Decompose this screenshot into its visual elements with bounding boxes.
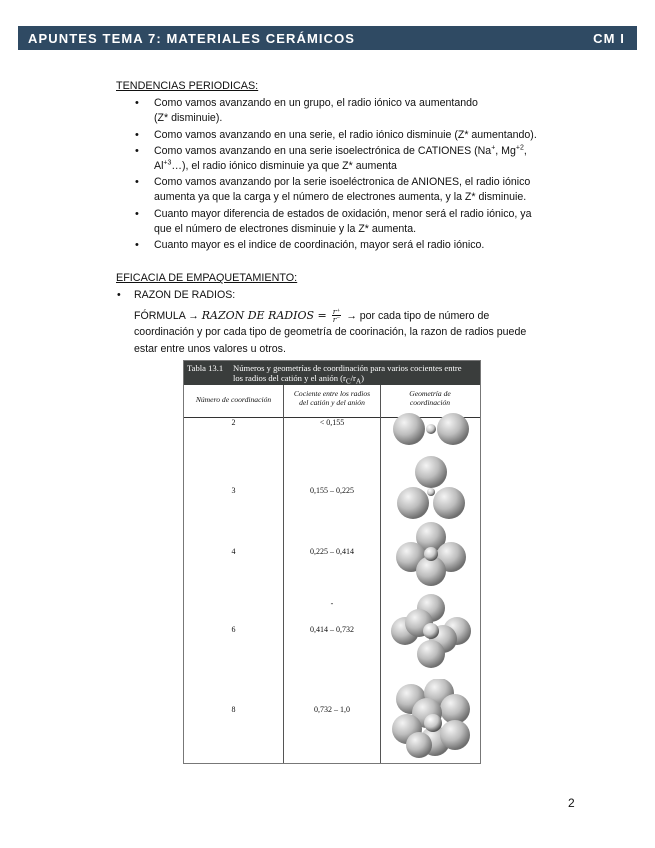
bullet-text: aumenta ya que la carga y el número de electrones aumenta, y la Z* disminuie.: [154, 191, 527, 204]
eficacia-section: [116, 271, 586, 357]
bullet-text: Como vamos avanzando en una serie, el radio iónico disminuie (Z* aumentando).: [154, 128, 537, 141]
page-number: 2: [568, 796, 575, 810]
coordination-table: [183, 360, 481, 764]
column-divider: [380, 385, 381, 763]
superscript: +3: [163, 159, 172, 167]
caption-line: ): [361, 373, 364, 383]
table-cell-cn: 2: [231, 418, 236, 427]
formula-label: FÓRMULA: [134, 309, 186, 322]
geometry-cn3-icon: [389, 455, 473, 527]
caption-line: /r: [350, 373, 356, 383]
formula-math: RAZON DE RADIOS =: [201, 308, 327, 322]
table-cell-cn: 4: [231, 547, 236, 556]
arrow-icon: →: [346, 309, 357, 322]
fraction-numerator: r⁺: [332, 306, 341, 316]
page-header: [18, 26, 637, 50]
superscript: +2: [515, 144, 524, 152]
tendencias-list: [116, 96, 586, 253]
section-title-eficacia: EFICACIA DE EMPAQUETAMIENTO:: [116, 272, 298, 285]
header-line: del catión y del anión: [299, 398, 365, 407]
geometry-cn8-icon: [389, 679, 473, 759]
caption-sub: A: [355, 377, 362, 386]
fraction-denominator: r⁻: [332, 315, 341, 325]
stray-mark: -: [330, 599, 334, 608]
bullet-text: Como vamos avanzando en un grupo, el radio iónico va aumentando: [154, 97, 478, 110]
caption-line: los radios del catión y el anión (r: [233, 373, 346, 383]
header-title: APUNTES TEMA 7: MATERIALES CERÁMICOS: [28, 30, 356, 46]
list-item: [154, 96, 586, 126]
bullet-text: Cuanto mayor diferencia de estados de oxidación, menor será el radio iónico, ya: [154, 207, 532, 220]
formula-text: coordinación y por cada tipo de geometría de coorinación, la razon de radios puede: [134, 326, 527, 339]
bullet-text: ,: [523, 144, 527, 157]
column-header-cn: Número de coordinación: [195, 395, 272, 404]
list-item: [154, 128, 586, 143]
radius-fraction: [332, 308, 342, 324]
table-label: Tabla 13.1: [187, 363, 224, 373]
main-content: [116, 79, 586, 357]
table-cell-cn: 3: [231, 486, 236, 495]
column-header-geometry: [380, 389, 480, 407]
table-cell-range: 0,732 – 1,0: [314, 705, 350, 714]
formula-paragraph: [134, 308, 586, 358]
table-cell-range: 0,225 – 0,414: [310, 547, 354, 556]
table-cell-cn: 6: [231, 625, 236, 634]
geometry-cn6-icon: [389, 593, 473, 669]
geometry-cn2-icon: [389, 411, 473, 447]
formula-text: estar entre unos valores u otros.: [134, 342, 286, 355]
column-header-ratio: [285, 389, 379, 407]
table-caption: [184, 361, 480, 385]
table-cell-range: < 0,155: [319, 418, 345, 427]
table-cell-cn: 8: [231, 705, 236, 714]
caption-line: Números y geometrías de coordinación para varios cocientes entre: [233, 363, 462, 373]
bullet-text: que el número de electrones disminuie y la Z* aumenta.: [154, 222, 417, 235]
list-item: [154, 175, 586, 205]
list-item: [154, 207, 586, 237]
bullet-text: , Mg: [495, 144, 516, 157]
table-cell-range: 0,155 – 0,225: [310, 486, 354, 495]
bullet-text: (Z* disminuie).: [154, 112, 223, 125]
arrow-icon: →: [188, 309, 199, 322]
caption-sub: C: [345, 377, 351, 386]
bullet-text: Como vamos avanzando en una serie isoelectrónica de CATIONES (Na: [154, 144, 492, 157]
list-item: [154, 238, 586, 253]
razon-radios-item: • RAZON DE RADIOS:: [134, 288, 586, 303]
formula-text: por cada tipo de número de: [359, 309, 490, 322]
column-divider: [283, 385, 284, 763]
header-line: Cociente entre los radios: [293, 389, 371, 398]
header-tag: CM I: [593, 30, 625, 46]
bullet-text: Al: [154, 160, 164, 173]
header-line: coordinación: [409, 398, 451, 407]
list-item: [154, 144, 586, 174]
geometry-cn4-icon: [389, 521, 473, 587]
table-cell-range: 0,414 – 0,732: [310, 625, 354, 634]
bullet-text: Cuanto mayor es el indice de coordinación, mayor será el radio iónico.: [154, 239, 485, 252]
superscript: +: [491, 144, 496, 152]
table-caption-text: [233, 363, 473, 387]
bullet-text: …), el radio iónico disminuie ya que Z* aumenta: [171, 160, 397, 173]
header-line: Geometría de: [409, 389, 451, 398]
section-title-tendencias: TENDENCIAS PERIODICAS:: [116, 80, 259, 92]
bullet-text: Como vamos avanzando por la serie isoeléctronica de ANIONES, el radio iónico: [154, 176, 531, 189]
